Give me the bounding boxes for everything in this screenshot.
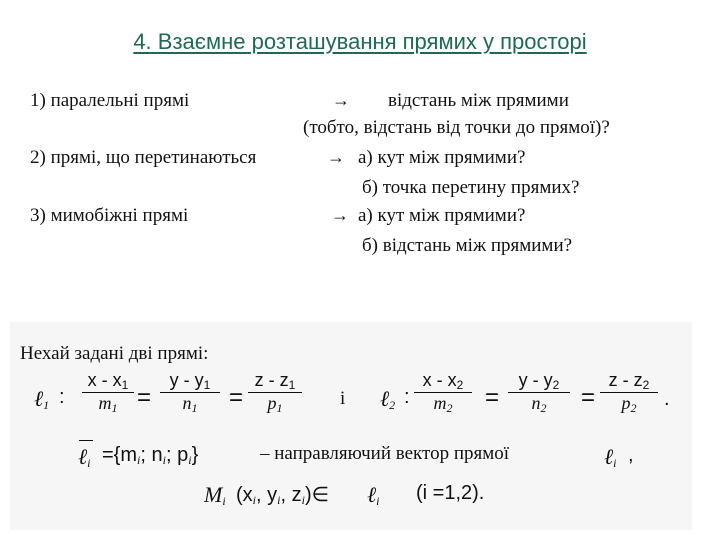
vector-symbol: ℓ$_i$ — [78, 444, 91, 471]
equals-sign: = — [229, 384, 244, 411]
point-coordinates: ($x_i$, $y_i$, $z_i)\in$ — [236, 484, 330, 507]
arrow-icon: → — [331, 205, 349, 225]
line-1-fraction-y: $\frac{y - y_1}{n_1}$ — [160, 370, 220, 416]
arrow-icon: → — [332, 90, 350, 110]
line-2-fraction-x: $\frac{x - x_2}{m_2}$ — [414, 370, 472, 416]
equals-sign: = — [485, 384, 500, 411]
line-2-symbol: ℓ$_2$ — [380, 386, 396, 412]
vector-components: $=\{m_i$; $n_i$; $p_i$} — [102, 444, 199, 467]
colon: : — [59, 386, 65, 408]
line-1-fraction-x: $\frac{x - x_1}{m_1}$ — [82, 370, 134, 416]
case-2-b: б) точка перетину прямих? — [362, 177, 580, 198]
colon: : — [404, 386, 410, 408]
line-1-symbol: ℓ$_1$ — [34, 386, 50, 412]
comma: , — [628, 444, 634, 466]
vector-line-symbol: ℓ$_i$ — [604, 444, 617, 470]
point-symbol: $M_i$ — [204, 482, 226, 508]
point-line-symbol: ℓ$_i$ — [367, 482, 380, 508]
equals-sign: = — [137, 384, 152, 411]
case-3-a: а) кут між прямими? — [358, 205, 526, 226]
case-1-label: 1) паралельні прямі — [30, 90, 190, 111]
line-1-fraction-z: $\frac{z - z_1}{p_1}$ — [248, 370, 302, 416]
index-range: (i =1,2). — [416, 482, 485, 504]
line-2-fraction-y: $\frac{y - y_2}{n_2}$ — [508, 370, 570, 416]
arrow-icon: → — [327, 147, 345, 167]
case-2-label: 2) прямі, що перетинаються — [30, 147, 257, 168]
connector-text: і — [340, 388, 346, 409]
period: . — [664, 388, 670, 410]
slide-title: 4. Взаємне розташування прямих у просторі — [133, 29, 587, 54]
line-2-fraction-z: $\frac{z - z_2}{p_2}$ — [600, 370, 658, 416]
equals-sign: = — [581, 384, 596, 411]
case-2-a: а) кут між прямими? — [358, 147, 526, 168]
vector-description: – направляючий вектор прямої — [260, 443, 510, 464]
case-1-note: (тобто, відстань від точки до прямої)? — [303, 117, 610, 138]
case-1-result: відстань між прямими — [388, 90, 569, 111]
case-3-label: 3) мимобіжні прямі — [30, 205, 189, 226]
case-3-b: б) відстань між прямими? — [362, 235, 573, 256]
intro-text: Нехай задані дві прямі: — [20, 343, 209, 364]
